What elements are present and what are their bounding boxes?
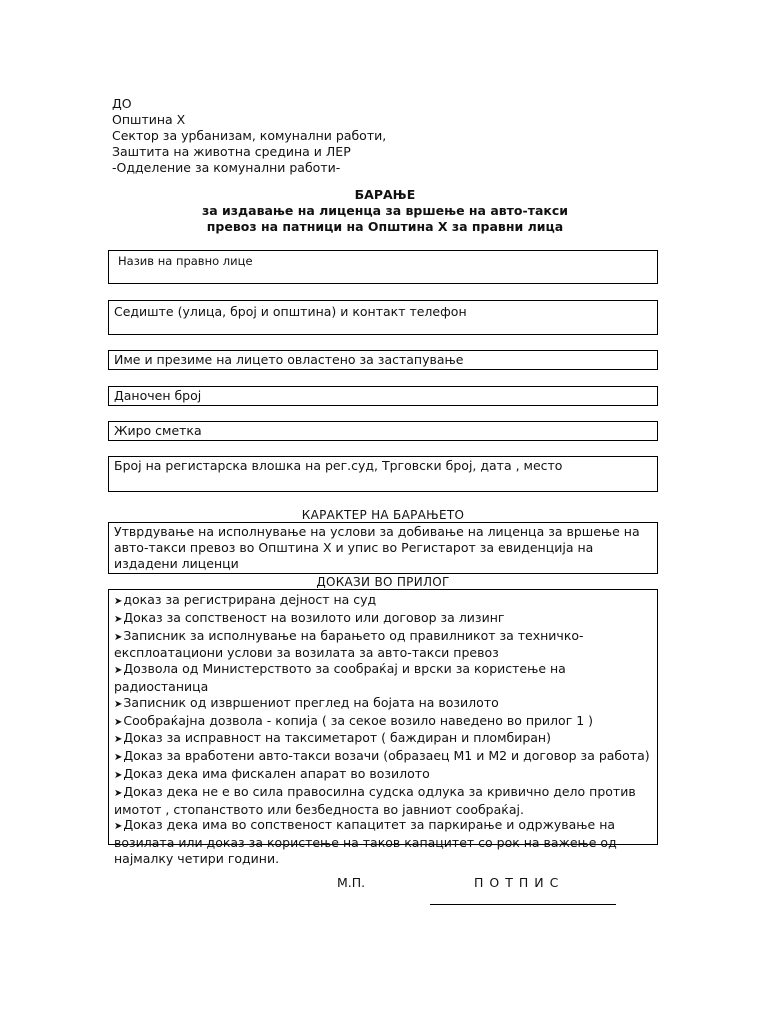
field-label: Седиште (улица, број и општина) и контакт телефон xyxy=(114,304,467,319)
addressee-block xyxy=(112,96,386,176)
request-character-box xyxy=(108,522,658,574)
signature-line[interactable] xyxy=(430,904,616,905)
title-line: за издавање на лиценца за вршење на авто-такси xyxy=(201,203,569,218)
arrow-bullet-icon: ➤ xyxy=(114,665,123,677)
evidence-item: ➤Доказ дека има фискален апарат во возилото xyxy=(114,765,430,781)
evidence-item: ➤Доказ за исправност на таксиметарот ( баждиран и пломбиран) xyxy=(114,730,551,746)
signature-label: ПОТПИС xyxy=(474,875,565,890)
arrow-bullet-icon: ➤ xyxy=(114,752,123,764)
seal-label: М.П. xyxy=(337,875,366,890)
field-label: Назив на правно лице xyxy=(118,254,253,268)
representative-field[interactable] xyxy=(108,350,658,370)
registry-field[interactable] xyxy=(108,456,658,492)
arrow-bullet-icon: ➤ xyxy=(114,787,123,799)
arrow-bullet-icon: ➤ xyxy=(114,821,123,833)
evidence-item: ➤Записник за исполнување на барањето од правилникот за техничко-експлоатациони услови за возилата за авто-такси превоз xyxy=(114,627,584,661)
evidence-item: ➤Доказ дека не е во сила правосилна судска одлука за кривично дело против имотот , стопанството или безбедноста во јавниот сообраќај. xyxy=(114,783,636,817)
addressee-line: ДО xyxy=(112,96,132,111)
seat-field[interactable] xyxy=(108,300,658,335)
evidence-item: ➤Доказ за вработени авто-такси возачи (образаец М1 и М2 и договор за работа) xyxy=(114,748,650,764)
title-line: превоз на патници на Општина Х за правни лица xyxy=(206,219,564,234)
arrow-bullet-icon: ➤ xyxy=(114,631,123,643)
document-title xyxy=(110,187,660,235)
evidence-item: ➤доказ за регистрирана дејност на суд xyxy=(114,592,377,607)
evidence-item: ➤Доказ дека има во сопственост капацитет за паркирање и одржување на возилата или доказ за користење на таков капацитет со рок на важење од најмалку четири години. xyxy=(114,817,617,866)
arrow-bullet-icon: ➤ xyxy=(114,613,123,625)
legal-name-field[interactable] xyxy=(108,250,658,284)
request-character-text: Утврдување на исполнување на услови за добивање на лиценца за вршење на авто-такси превоз во Општина Х и упис во Регистарот за евиденција на издадени лиценци xyxy=(114,524,640,571)
field-label: Жиро сметка xyxy=(114,423,202,438)
evidence-item: ➤Записник од извршениот преглед на бојата на возилото xyxy=(114,694,499,710)
evidence-box xyxy=(108,589,658,866)
arrow-bullet-icon: ➤ xyxy=(114,596,123,607)
arrow-bullet-icon: ➤ xyxy=(114,698,123,710)
evidence-item: ➤Сообраќајна дозвола - копија ( за секое возило наведено во прилог 1 ) xyxy=(114,712,594,728)
bank-account-field[interactable] xyxy=(108,421,658,441)
addressee-line: Заштита на животна средина и ЛЕР xyxy=(112,144,351,159)
request-character-heading: КАРАКТЕР НА БАРАЊЕТО xyxy=(301,508,465,522)
evidence-item: ➤Доказ за сопственост на возилото или договор за лизинг xyxy=(114,609,505,625)
field-label: Име и презиме на лицето овластено за застапување xyxy=(114,352,464,367)
field-label: Даночен број xyxy=(114,388,202,403)
evidence-heading: ДОКАЗИ ВО ПРИЛОГ xyxy=(316,575,450,589)
arrow-bullet-icon: ➤ xyxy=(114,734,123,746)
arrow-bullet-icon: ➤ xyxy=(114,716,123,728)
arrow-bullet-icon: ➤ xyxy=(114,769,123,781)
addressee-line: Сектор за урбанизам, комунални работи, xyxy=(112,128,387,143)
tax-number-field[interactable] xyxy=(108,386,658,406)
title-line: БАРАЊЕ xyxy=(354,187,416,202)
evidence-item: ➤Дозвола од Министерството за сообраќај и врски за користење на радиостаница xyxy=(114,661,566,694)
addressee-line: Општина Х xyxy=(112,112,186,127)
addressee-line: -Одделение за комунални работи- xyxy=(112,160,341,175)
field-label: Број на регистарска влошка на рег.суд, Трговски број, дата , место xyxy=(114,458,563,473)
evidence-list xyxy=(114,592,652,867)
